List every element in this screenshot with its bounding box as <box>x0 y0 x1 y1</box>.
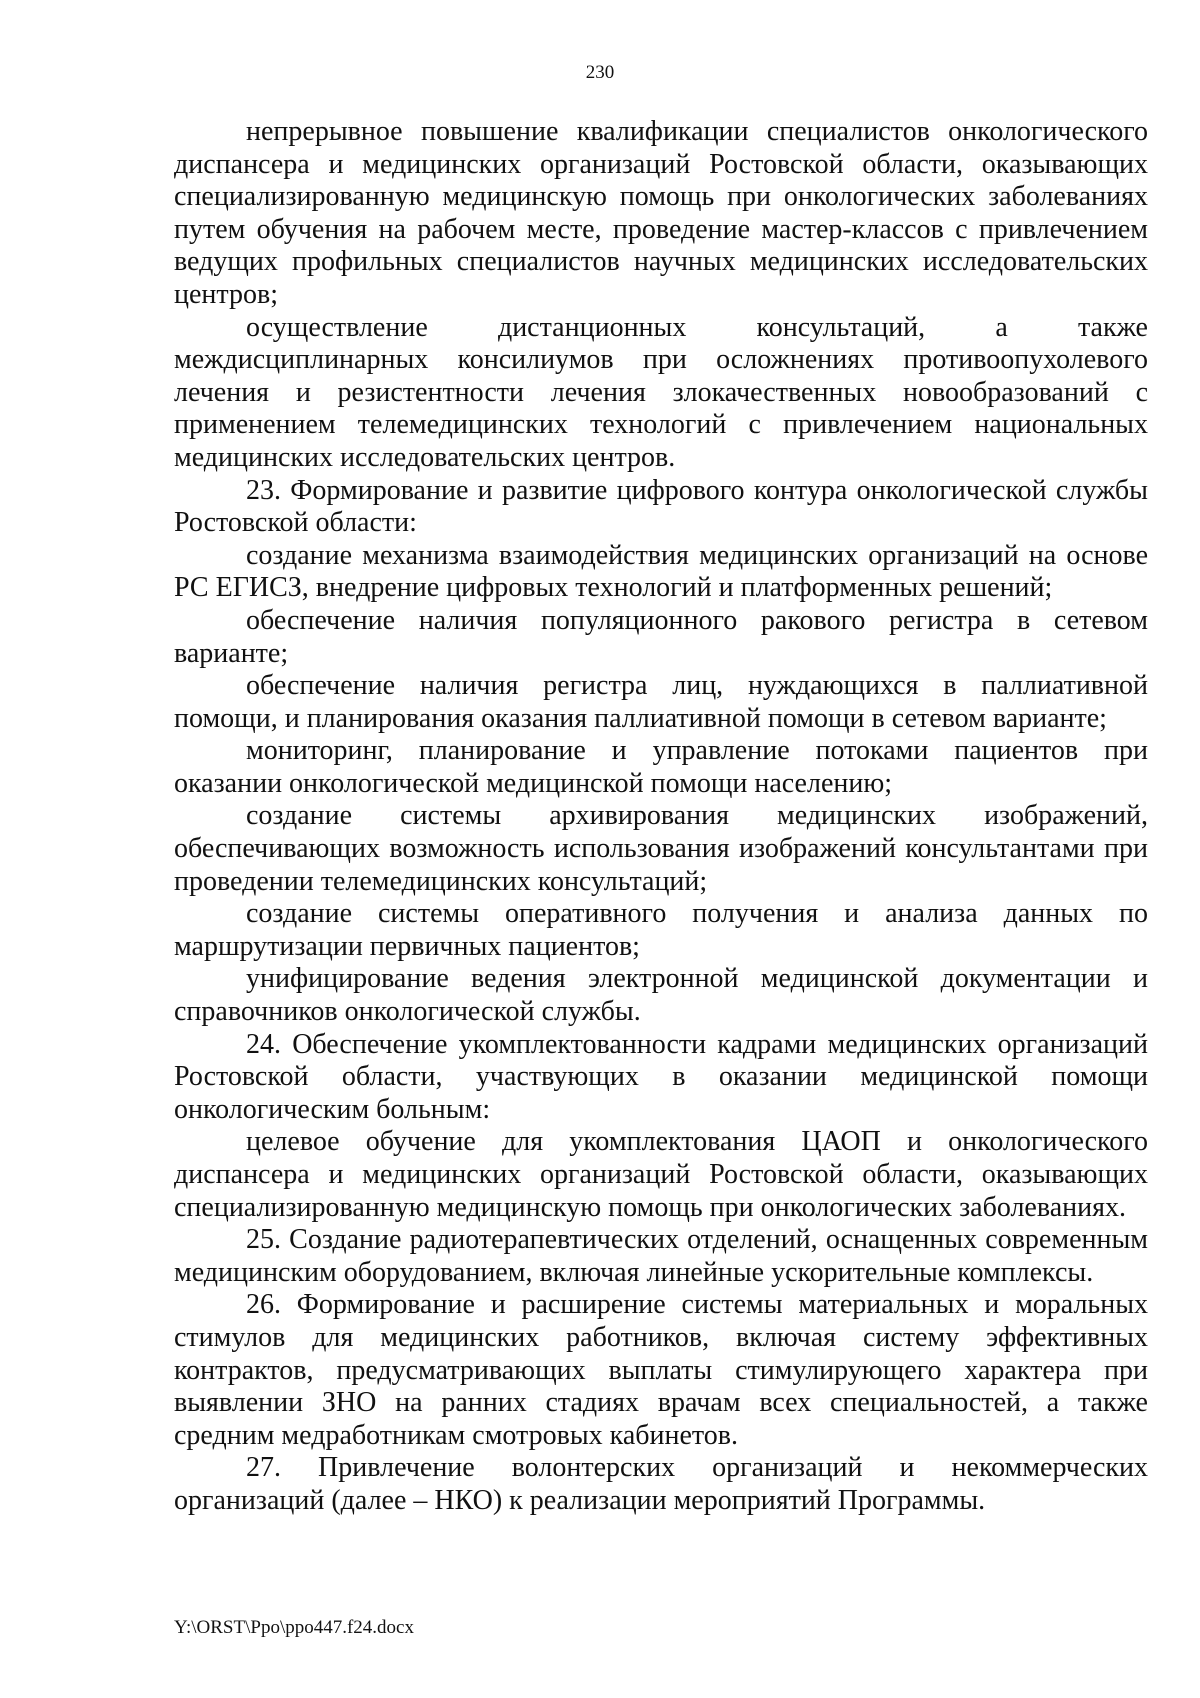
paragraph: создание системы оперативного получения и анализа данных по маршрутизации первичных пациентов; <box>174 898 1148 962</box>
paragraph: целевое обучение для укомплектования ЦАОП и онкологического диспансера и медицинских организаций Ростовской области, оказывающих специализированную медицинскую помощь при онкологических заболеваниях. <box>174 1126 1148 1223</box>
paragraph: осуществление дистанционных консультаций, а также междисциплинарных консилиумов при осложнениях противоопухолевого лечения и резистентности лечения злокачественных новообразований с применением телемедицинских технологий с привлечением национальных медицинских исследовательских центров. <box>174 311 1148 473</box>
paragraph: непрерывное повышение квалификации специалистов онкологического диспансера и медицинских организаций Ростовской области, оказывающих специализированную медицинскую помощь при онкологических заболеваниях путем обучения на рабочем месте, проведение мастер-классов с привлечением ведущих профильных специалистов научных медицинских исследовательских центров; <box>174 116 1148 310</box>
paragraph: мониторинг, планирование и управление потоками пациентов при оказании онкологической медицинской помощи населению; <box>174 735 1148 799</box>
footer-file-path: Y:\ORST\Ppo\ppo447.f24.docx <box>174 1617 414 1638</box>
paragraph: обеспечение наличия регистра лиц, нуждающихся в паллиативной помощи, и планирования оказания паллиативной помощи в сетевом варианте; <box>174 670 1148 734</box>
paragraph: обеспечение наличия популяционного ракового регистра в сетевом варианте; <box>174 604 1148 669</box>
page-number: 230 <box>585 62 615 83</box>
paragraph: 23. Формирование и развитие цифрового контура онкологической службы Ростовской области: <box>174 474 1148 539</box>
paragraph: унифицирование ведения электронной медицинской документации и справочников онкологической службы. <box>174 963 1148 1028</box>
paragraph: 26. Формирование и расширение системы материальных и моральных стимулов для медицинских работников, включая систему эффективных контрактов, предусматривающих выплаты стимулирующего характера при выявлении ЗНО на ранних стадиях врачам всех специальностей, а также средним медработникам смотровых кабинетов. <box>174 1289 1148 1451</box>
paragraph: создание механизма взаимодействия медицинских организаций на основе РС ЕГИСЗ, внедрение цифровых технологий и платформенных решений; <box>174 539 1148 604</box>
paragraph: 24. Обеспечение укомплектованности кадрами медицинских организаций Ростовской области, участвующих в оказании медицинской помощи онкологическим больным: <box>174 1028 1148 1125</box>
paragraph: 25. Создание радиотерапевтических отделений, оснащенных современным медицинским оборудованием, включая линейные ускорительные комплексы. <box>174 1224 1148 1288</box>
document-body <box>174 116 1148 1518</box>
paragraph: создание системы архивирования медицинских изображений, обеспечивающих возможность использования изображений консультантами при проведении телемедицинских консультаций; <box>174 800 1148 897</box>
paragraph: 27. Привлечение волонтерских организаций и некоммерческих организаций (далее – НКО) к реализации мероприятий Программы. <box>174 1452 1148 1516</box>
